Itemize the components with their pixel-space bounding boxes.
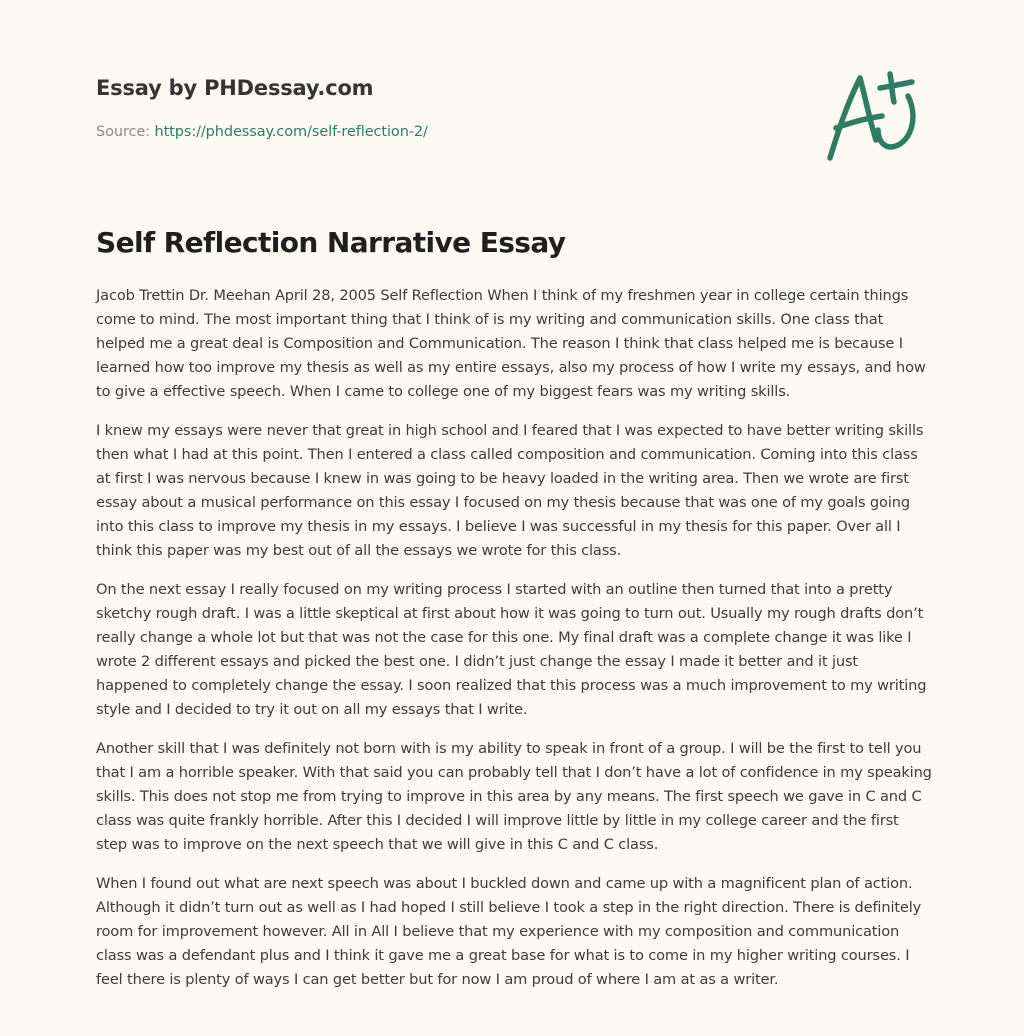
essay-title: Self Reflection Narrative Essay [96,226,566,259]
essay-paragraph: Another skill that I was definitely not born with is my ability to speak in front of a group. I will be the first to tell you that I am a horrible speaker. With that said you can probably tell that I don’t have a lot of confidence in my speaking skills. This does not stop me from trying to improve in this area by any means. The first speech we gave in C and C class was quite frankly horrible. After this I decided I will improve little by little in my college career and the first step was to improve on the next speech that we will give in this C and C class. [96,740,932,853]
essay-paragraph: On the next essay I really focused on my writing process I started with an outline then turned that into a pretty sketchy rough draft. I was a little skeptical at first about how it was going to turn out. Usually my rough drafts don’t really change a whole lot but that was not the case for this one. My final draft was a complete change it was like I wrote 2 different essays and picked the best one. I didn’t just change the essay I made it better and it just happened to completely change the essay. I soon realized that this process was a much improvement to my writing style and I decided to try it out on all my essays that I write. [96,581,927,718]
source-link[interactable]: https://phdessay.com/self-reflection-2/ [154,124,428,140]
source-label: Source: [96,124,155,140]
essay-paragraph: Jacob Trettin Dr. Meehan April 28, 2005 Self Reflection When I think of my freshmen year in college certain things come to mind. The most important thing that I think of is my writing and communication skills. One class that helped me a great deal is Composition and Communication. The reason I think that class helped me is because I learned how too improve my thesis as well as my entire essays, also my process of how I write my essays, and how to give a effective speech. When I came to college one of my biggest fears was my writing skills. [96,287,926,400]
brand-title: Essay by PHDessay.com [96,76,374,100]
essay-body [96,284,934,1007]
source-line [96,124,428,140]
essay-paragraph: When I found out what are next speech was about I buckled down and came up with a magnificent plan of action. Although it didn’t turn out as well as I had hoped I still believe I took a step in the right direction. There is definitely room for improvement however. All in All I believe that my experience with my composition and communication class was a defendant plus and I think it gave me a great base for what is to come in my higher writing courses. I feel there is plenty of ways I can get better but for now I am proud of where I am at as a writer. [96,875,922,988]
a-plus-grade-icon [822,66,930,164]
essay-paragraph: I knew my essays were never that great in high school and I feared that I was expected to have better writing skills then what I had at this point. Then I entered a class called composition and communication. Coming into this class at first I was nervous because I knew in was going to be heavy loaded in the writing area. Then we wrote are first essay about a musical performance on this essay I focused on my thesis because that was one of my goals going into this class to improve my thesis in my essays. I believe I was successful in my thesis for this paper. Over all I think this paper was my best out of all the essays we wrote for this class. [96,422,924,559]
